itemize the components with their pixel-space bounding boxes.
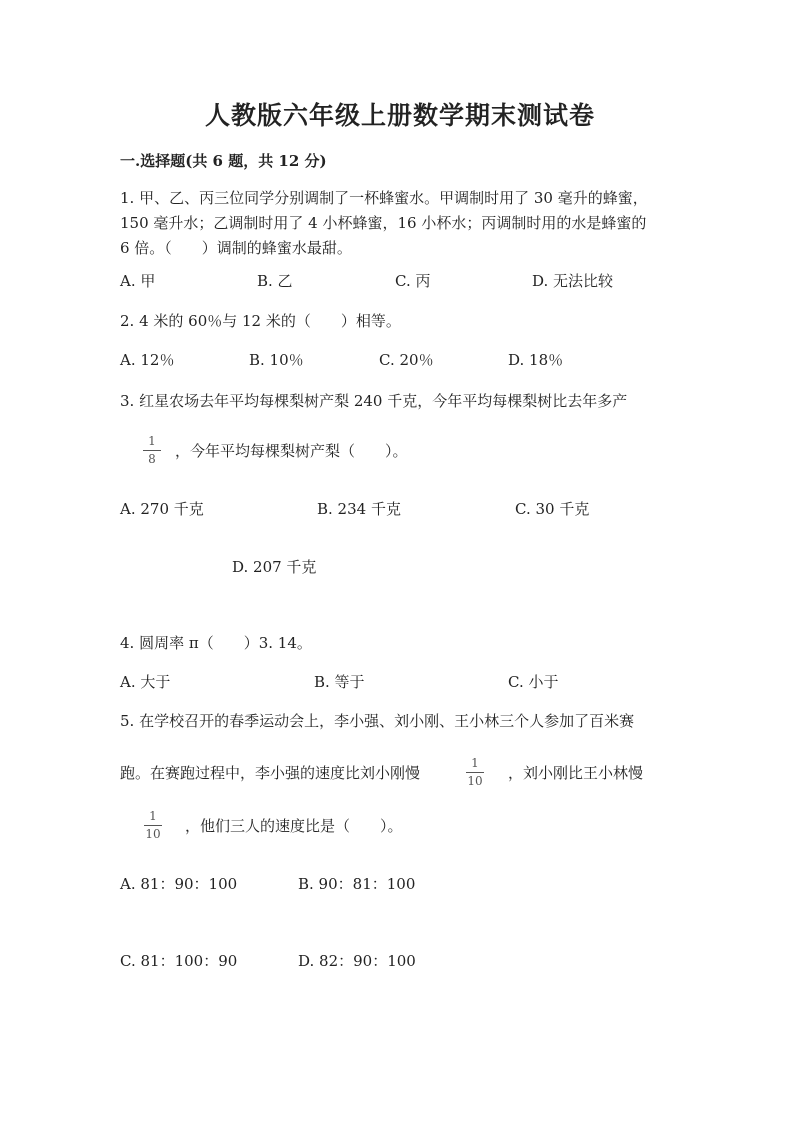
q5-line-1: 5. 在学校召开的春季运动会上，李小强、刘小刚、王小林三个人参加了百米赛 (120, 712, 635, 730)
q2-option-c[interactable]: C. 20％ (379, 351, 434, 369)
q4-line-1: 4. 圆周率 π（ ）3. 14。 (120, 634, 312, 652)
q3-option-d[interactable]: D. 207 千克 (232, 558, 317, 576)
q5-line-2b: ，刘小刚比王小林慢 (508, 764, 644, 782)
q5-fraction-1 (466, 757, 484, 788)
q5-fraction-1-denominator: 10 (467, 774, 483, 788)
q5-line-2a: 跑。在赛跑过程中，李小强的速度比刘小刚慢 (120, 764, 421, 782)
q1-line-2: 150 毫升水；乙调制时用了 4 小杯蜂蜜，16 小杯水；丙调制时用的水是蜂蜜的 (120, 214, 647, 232)
q3-line-2: ，今年平均每棵梨树产梨（ ）。 (175, 442, 408, 460)
q3-fraction-numerator: 1 (148, 434, 156, 448)
q2-line-1: 2. 4 米的 60％与 12 米的（ ）相等。 (120, 312, 401, 330)
q2-option-d[interactable]: D. 18％ (508, 351, 564, 369)
q3-option-b[interactable]: B. 234 千克 (317, 500, 401, 518)
q1-option-a[interactable]: A. 甲 (120, 272, 156, 290)
q1-line-1: 1. 甲、乙、丙三位同学分别调制了一杯蜂蜜水。甲调制时用了 30 毫升的蜂蜜， (120, 189, 648, 207)
section-heading: 一.选择题(共 6 题，共 12 分) (120, 152, 327, 170)
q5-fraction-2-denominator: 10 (145, 827, 161, 841)
q4-option-b[interactable]: B. 等于 (314, 673, 365, 691)
q4-option-a[interactable]: A. 大于 (120, 673, 171, 691)
fraction-bar (143, 450, 161, 451)
q1-option-c[interactable]: C. 丙 (395, 272, 431, 290)
q1-option-d[interactable]: D. 无法比较 (532, 272, 614, 290)
q2-option-a[interactable]: A. 12％ (120, 351, 175, 369)
q3-fraction (143, 435, 161, 466)
q5-option-a[interactable]: A. 81：90：100 (120, 875, 238, 893)
q1-option-b[interactable]: B. 乙 (257, 272, 293, 290)
fraction-bar (144, 825, 162, 826)
q3-option-c[interactable]: C. 30 千克 (515, 500, 590, 518)
q3-fraction-denominator: 8 (148, 452, 156, 466)
q5-fraction-1-numerator: 1 (471, 756, 479, 770)
q4-option-c[interactable]: C. 小于 (508, 673, 559, 691)
q5-line-3: ，他们三人的速度比是（ ）。 (185, 817, 403, 835)
q2-option-b[interactable]: B. 10％ (249, 351, 304, 369)
q3-option-a[interactable]: A. 270 千克 (120, 500, 204, 518)
q5-option-b[interactable]: B. 90：81：100 (298, 875, 416, 893)
q1-line-3: 6 倍。（ ）调制的蜂蜜水最甜。 (120, 239, 352, 257)
q5-option-c[interactable]: C. 81：100：90 (120, 952, 238, 970)
q5-fraction-2 (144, 810, 162, 841)
q3-line-1: 3. 红星农场去年平均每棵梨树产梨 240 千克，今年平均每棵梨树比去年多产 (120, 392, 628, 410)
q5-option-d[interactable]: D. 82：90：100 (298, 952, 416, 970)
fraction-bar (466, 772, 484, 773)
q5-fraction-2-numerator: 1 (149, 809, 157, 823)
page-title: 人教版六年级上册数学期末测试卷 (204, 101, 595, 130)
